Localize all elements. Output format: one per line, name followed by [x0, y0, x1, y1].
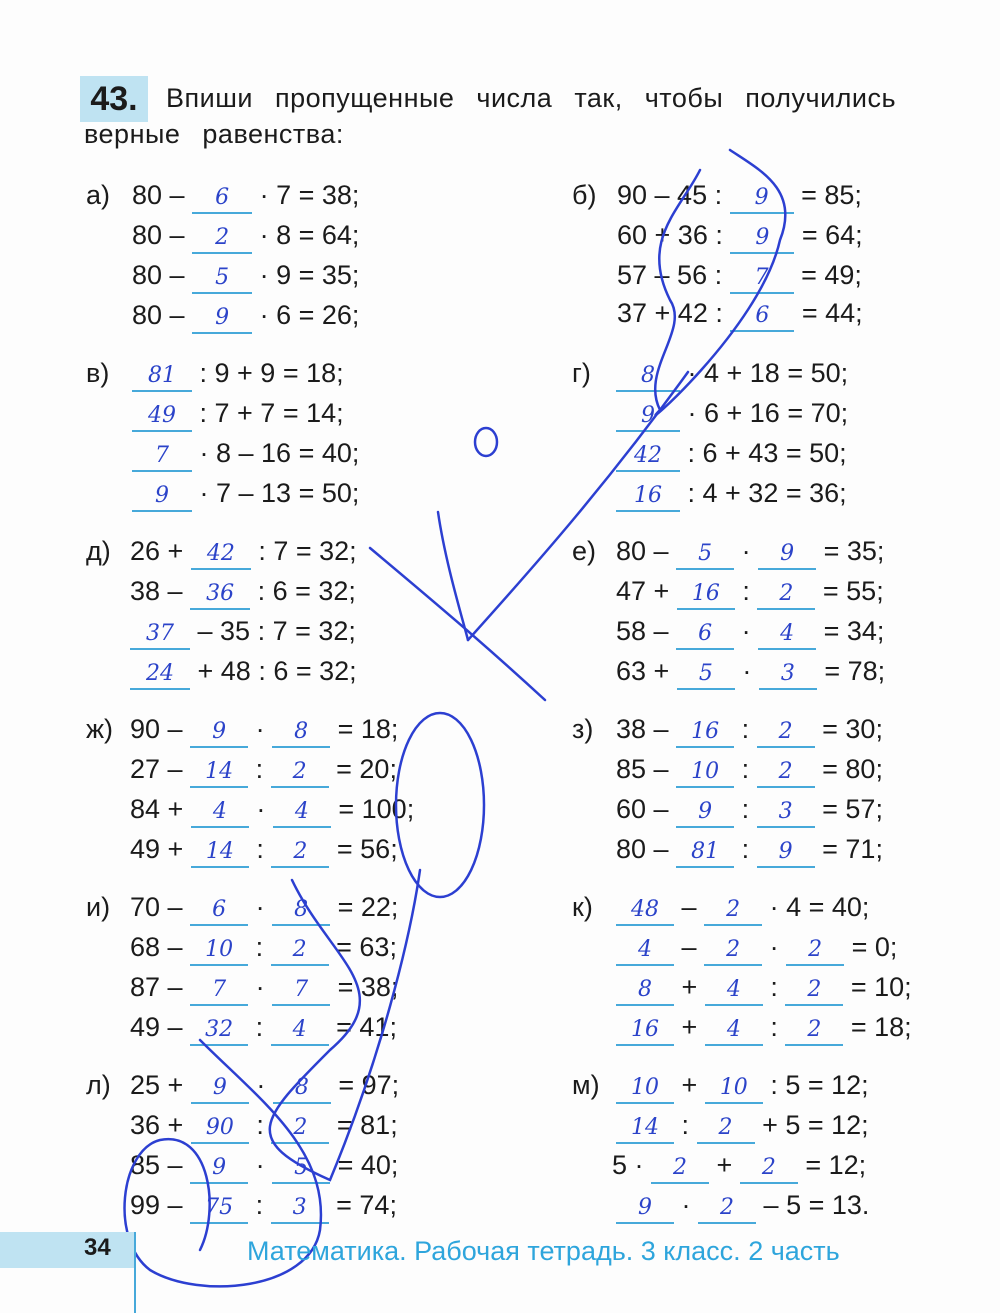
task-instruction: Впиши пропущенные числа так, чтобы получились верные равенства: — [84, 83, 897, 149]
answer-blank[interactable]: 7 — [132, 442, 192, 472]
answer-blank[interactable]: 6 — [676, 620, 734, 650]
answer-blank[interactable]: 4 — [705, 976, 763, 1006]
equation-k-2: 4 – 2 · 2 = 0; — [616, 930, 897, 964]
answer-blank[interactable]: 48 — [616, 896, 674, 926]
section-label-a: а) — [86, 180, 111, 210]
equation-k-3: 8 + 4 : 2 = 10; — [616, 970, 912, 1004]
equation-k-4: 16 + 4 : 2 = 18; — [616, 1010, 912, 1044]
equation-b-2: 60 + 36 : 9 = 64; — [617, 218, 863, 252]
answer-blank[interactable]: 2 — [785, 976, 843, 1006]
answer-blank[interactable]: 7 — [190, 976, 248, 1006]
equation-m-1: 10 + 10 : 5 = 12; — [616, 1068, 869, 1102]
answer-blank[interactable]: 2 — [757, 758, 815, 788]
answer-blank[interactable]: 10 — [190, 936, 248, 966]
answer-blank[interactable]: 2 — [786, 936, 844, 966]
section-label-e: е) — [572, 536, 597, 566]
section-label-m: м) — [572, 1070, 600, 1100]
answer-blank[interactable]: 2 — [271, 758, 329, 788]
answer-blank[interactable]: 16 — [677, 580, 735, 610]
equation-l-4: 99 – 75 : 3 = 74; — [130, 1188, 397, 1222]
section-label-v: в) — [86, 358, 110, 388]
equation-z-2: 85 – 10 : 2 = 80; — [616, 752, 883, 786]
equation-g-1: 8 · 4 + 18 = 50; — [616, 356, 848, 390]
answer-blank[interactable]: 2 — [757, 718, 815, 748]
task-number: 43. — [80, 76, 148, 122]
section-label-b: б) — [572, 180, 597, 210]
answer-blank[interactable]: 16 — [676, 718, 734, 748]
pen-circle-letter-o — [475, 428, 497, 456]
answer-blank[interactable]: 2 — [651, 1154, 709, 1184]
answer-blank[interactable]: 14 — [190, 758, 248, 788]
answer-blank[interactable]: 10 — [705, 1074, 763, 1104]
equation-z-1: 38 – 16 : 2 = 30; — [616, 712, 883, 746]
answer-blank[interactable]: 16 — [616, 1016, 674, 1046]
section-label-z: з) — [572, 714, 594, 744]
equation-zh-3: 84 + 4 · 4 = 100; — [130, 792, 414, 826]
footer-title: Математика. Рабочая тетрадь. 3 класс. 2 часть — [247, 1236, 840, 1266]
answer-blank[interactable]: 6 — [730, 302, 794, 332]
equation-zh-1: 90 – 9 · 8 = 18; — [130, 712, 398, 746]
section-label-l: л) — [86, 1070, 111, 1100]
margin-line — [134, 1232, 136, 1313]
answer-blank[interactable]: 8 — [273, 1074, 331, 1104]
answer-blank[interactable]: 2 — [271, 936, 329, 966]
answer-blank[interactable]: 9 — [676, 798, 734, 828]
answer-blank[interactable]: 8 — [616, 976, 674, 1006]
equation-zh-2: 27 – 14 : 2 = 20; — [130, 752, 397, 786]
answer-blank[interactable]: 2 — [271, 1114, 329, 1144]
equation-i-1: 70 – 6 · 8 = 22; — [130, 890, 398, 924]
equation-e-2: 47 + 16 : 2 = 55; — [616, 574, 884, 608]
equation-v-3: 7 · 8 – 16 = 40; — [132, 436, 359, 470]
equation-b-1: 90 – 45 : 9 = 85; — [617, 178, 862, 212]
answer-blank[interactable]: 6 — [190, 896, 248, 926]
equation-l-2: 36 + 90 : 2 = 81; — [130, 1108, 398, 1142]
answer-blank[interactable]: 7 — [272, 976, 330, 1006]
section-label-i: и) — [86, 892, 111, 922]
equation-e-3: 58 – 6 · 4 = 34; — [616, 614, 884, 648]
answer-blank[interactable]: 2 — [704, 896, 762, 926]
answer-blank[interactable]: 5 — [192, 264, 252, 294]
equation-g-2: 9 · 6 + 16 = 70; — [616, 396, 848, 430]
answer-blank[interactable]: 81 — [676, 838, 734, 868]
answer-blank[interactable]: 8 — [616, 362, 680, 392]
equation-m-3: 5 · 2 + 2 = 12; — [612, 1148, 866, 1182]
equation-v-4: 9 · 7 – 13 = 50; — [132, 476, 359, 510]
equation-a-2: 80 – 2 · 8 = 64; — [132, 218, 359, 252]
equation-b-4: 37 + 42 : 6 = 44; — [617, 296, 863, 330]
equation-e-4: 63 + 5 · 3 = 78; — [616, 654, 885, 688]
answer-blank[interactable]: 4 — [616, 936, 674, 966]
answer-blank[interactable]: 14 — [191, 838, 249, 868]
answer-blank[interactable]: 7 — [730, 264, 794, 294]
equation-a-3: 80 – 5 · 9 = 35; — [132, 258, 359, 292]
answer-blank[interactable]: 42 — [191, 540, 251, 570]
answer-blank[interactable]: 2 — [740, 1154, 798, 1184]
equation-i-2: 68 – 10 : 2 = 63; — [130, 930, 397, 964]
page-number: 34 — [84, 1234, 111, 1261]
answer-blank[interactable]: 75 — [190, 1194, 248, 1224]
answer-blank[interactable]: 4 — [705, 1016, 763, 1046]
equation-d-4: 24 + 48 : 6 = 32; — [130, 654, 357, 688]
answer-blank[interactable]: 32 — [190, 1016, 248, 1046]
answer-blank[interactable]: 16 — [616, 482, 680, 512]
equation-a-4: 80 – 9 · 6 = 26; — [132, 298, 359, 332]
answer-blank[interactable]: 4 — [271, 1016, 329, 1046]
answer-blank[interactable]: 9 — [758, 540, 816, 570]
answer-blank[interactable]: 4 — [273, 798, 331, 828]
equation-z-4: 80 – 81 : 9 = 71; — [616, 832, 883, 866]
answer-blank[interactable]: 90 — [191, 1114, 249, 1144]
equation-v-2: 49 : 7 + 7 = 14; — [132, 396, 344, 430]
answer-blank[interactable]: 81 — [132, 362, 192, 392]
section-label-zh: ж) — [86, 714, 114, 744]
answer-blank[interactable]: 2 — [785, 1016, 843, 1046]
pen-stroke-left-diagonal — [370, 548, 545, 700]
answer-blank[interactable]: 2 — [192, 224, 252, 254]
answer-blank[interactable]: 8 — [272, 718, 330, 748]
answer-blank[interactable]: 9 — [192, 304, 252, 334]
answer-blank[interactable]: 3 — [759, 660, 817, 690]
answer-blank[interactable]: 49 — [132, 402, 192, 432]
answer-blank[interactable]: 24 — [130, 660, 190, 690]
pen-stroke-vertical — [438, 512, 468, 640]
equation-a-1: 80 – 6 · 7 = 38; — [132, 178, 359, 212]
section-label-k: к) — [572, 892, 593, 922]
equation-l-1: 25 + 9 · 8 = 97; — [130, 1068, 399, 1102]
equation-m-2: 14 : 2 + 5 = 12; — [616, 1108, 869, 1142]
answer-blank[interactable]: 2 — [704, 936, 762, 966]
equation-v-1: 81 : 9 + 9 = 18; — [132, 356, 344, 390]
answer-blank[interactable]: 9 — [190, 718, 248, 748]
answer-blank[interactable]: 10 — [676, 758, 734, 788]
section-label-d: д) — [86, 536, 111, 566]
answer-blank[interactable]: 2 — [271, 838, 329, 868]
answer-blank[interactable]: 36 — [190, 580, 250, 610]
equation-e-1: 80 – 5 · 9 = 35; — [616, 534, 884, 568]
answer-blank[interactable]: 37 — [130, 620, 190, 650]
answer-blank[interactable]: 9 — [616, 402, 680, 432]
answer-blank[interactable]: 14 — [616, 1114, 674, 1144]
answer-blank[interactable]: 5 — [676, 540, 734, 570]
answer-blank[interactable]: 2 — [697, 1114, 755, 1144]
equation-i-3: 87 – 7 · 7 = 38; — [130, 970, 398, 1004]
answer-blank[interactable]: 2 — [757, 580, 815, 610]
answer-blank[interactable]: 6 — [192, 184, 252, 214]
answer-blank[interactable]: 5 — [677, 660, 735, 690]
equation-k-1: 48 – 2 · 4 = 40; — [616, 890, 869, 924]
equation-d-1: 26 + 42 : 7 = 32; — [130, 534, 357, 568]
answer-blank[interactable]: 9 — [191, 1074, 249, 1104]
answer-blank[interactable]: 9 — [730, 184, 794, 214]
answer-blank[interactable]: 8 — [272, 896, 330, 926]
answer-blank[interactable]: 10 — [616, 1074, 674, 1104]
section-label-g: г) — [572, 358, 591, 388]
answer-blank[interactable]: 5 — [272, 1154, 330, 1184]
equation-g-4: 16 : 4 + 32 = 36; — [616, 476, 847, 510]
answer-blank[interactable]: 9 — [132, 482, 192, 512]
answer-blank[interactable]: 9 — [730, 224, 794, 254]
equation-zh-4: 49 + 14 : 2 = 56; — [130, 832, 398, 866]
equation-m-4: 9 · 2 – 5 = 13. — [616, 1188, 869, 1222]
answer-blank[interactable]: 2 — [698, 1194, 756, 1224]
equation-i-4: 49 – 32 : 4 = 41; — [130, 1010, 397, 1044]
equation-d-2: 38 – 36 : 6 = 32; — [130, 574, 356, 608]
answer-blank[interactable]: 9 — [616, 1194, 674, 1224]
answer-blank[interactable]: 3 — [271, 1194, 329, 1224]
answer-blank[interactable]: 4 — [191, 798, 249, 828]
equation-z-3: 60 – 9 : 3 = 57; — [616, 792, 883, 826]
equation-g-3: 42 : 6 + 43 = 50; — [616, 436, 847, 470]
answer-blank[interactable]: 9 — [757, 838, 815, 868]
equation-b-3: 57 – 56 : 7 = 49; — [617, 258, 862, 292]
equation-d-3: 37 – 35 : 7 = 32; — [130, 614, 356, 648]
page-number-bar — [0, 1232, 136, 1268]
answer-blank[interactable]: 9 — [190, 1154, 248, 1184]
answer-blank[interactable]: 3 — [757, 798, 815, 828]
answer-blank[interactable]: 42 — [616, 442, 680, 472]
answer-blank[interactable]: 4 — [758, 620, 816, 650]
equation-l-3: 85 – 9 · 5 = 40; — [130, 1148, 398, 1182]
